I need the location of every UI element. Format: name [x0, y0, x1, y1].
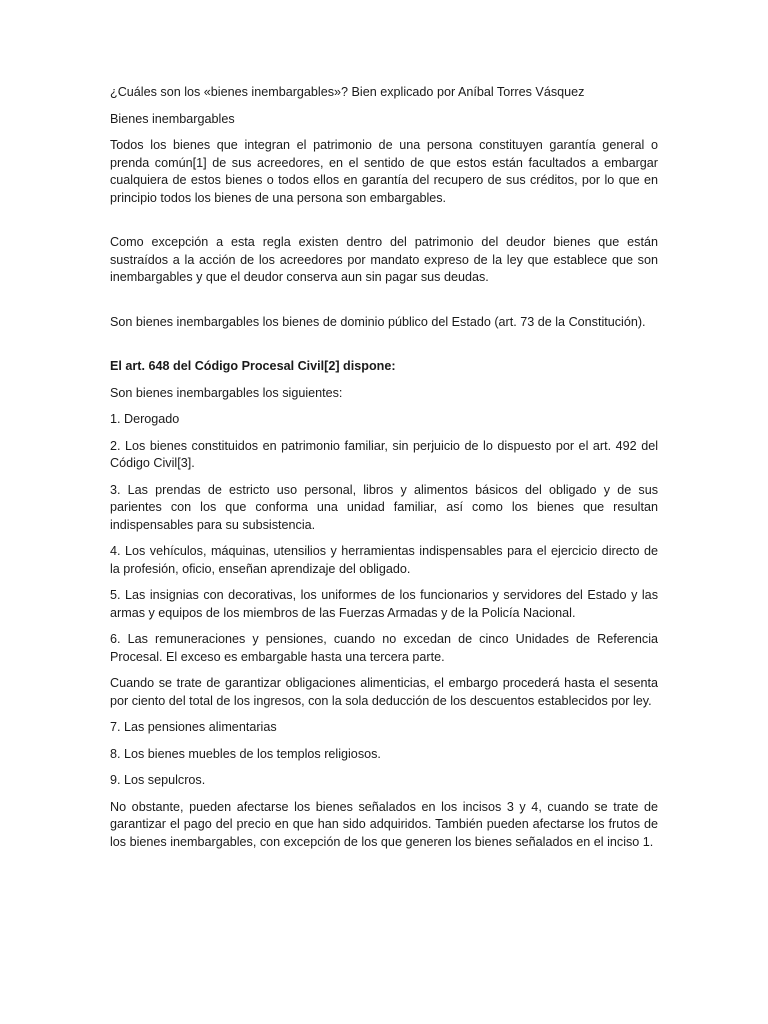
list-item: 7. Las pensiones alimentarias: [110, 720, 277, 734]
spacer: [110, 216, 658, 234]
list-item: 8. Los bienes muebles de los templos religiosos.: [110, 746, 381, 761]
spacer: [110, 340, 658, 358]
paragraph-intro: Todos los bienes que integran el patrimonio de una persona constituyen garantía general o prenda común[1] de sus acreedores, en el sentido de que estos están facultados a embargar cualquiera de estos bienes o todos ellos en garantía del recupero de sus créditos, por lo que en principio todos los bienes de una persona son embargables.: [110, 138, 658, 205]
list-item: 4. Los vehículos, máquinas, utensilios y herramientas indispensables para el ejercicio directo de la profesión, oficio, enseñan aprendizaje del obligado.: [110, 544, 658, 576]
document-title: ¿Cuáles son los «bienes inembargables»? Bien explicado por Aníbal Torres Vásquez: [110, 85, 585, 99]
list-item: 1. Derogado: [110, 412, 180, 426]
list-item: Cuando se trate de garantizar obligaciones alimenticias, el embargo procederá hasta el sesenta por ciento del total de los ingresos, con la sola deducción de los descuentos establecidos por ley.: [110, 676, 658, 708]
list-intro: Son bienes inembargables los siguientes:: [110, 385, 343, 400]
paragraph-closing: No obstante, pueden afectarse los bienes señalados en los incisos 3 y 4, cuando se trate de garantizar el pago del precio en que han sido adquiridos. También pueden afectarse los frutos de los bienes inembargables, con excepción de los que generen los bienes señalados en el inciso 1.: [110, 799, 658, 849]
list-item: 9. Los sepulcros.: [110, 773, 206, 787]
list-item: 2. Los bienes constituidos en patrimonio familiar, sin perjuicio de lo dispuesto por el art. 492 del Código Civil[3].: [110, 438, 658, 470]
paragraph-public-domain: Son bienes inembargables los bienes de dominio público del Estado (art. 73 de la Constitución).: [110, 314, 646, 329]
document-page: [110, 84, 658, 860]
list-item: 3. Las prendas de estricto uso personal, libros y alimentos básicos del obligado y de sus parientes con los que conforma una unidad familiar, así como los bienes que resultan indispensables para su subsistencia.: [110, 482, 658, 532]
list-item: 6. Las remuneraciones y pensiones, cuando no excedan de cinco Unidades de Referencia Procesal. El exceso es embargable hasta una tercera parte.: [110, 632, 658, 664]
paragraph-exception: Como excepción a esta regla existen dentro del patrimonio del deudor bienes que están sustraídos a la acción de los acreedores por mandato expreso de la ley que establece que son inembargables y que el deudor conserva aun sin pagar sus deudas.: [110, 235, 658, 284]
spacer: [110, 296, 658, 314]
list-item: 5. Las insignias con decorativas, los uniformes de los funcionarios y servidores del Estado y las armas y equipos de los miembros de las Fuerzas Armadas y de la Policía Nacional.: [110, 588, 658, 620]
section-heading: Bienes inembargables: [110, 111, 235, 126]
article-heading: El art. 648 del Código Procesal Civil[2] dispone:: [110, 359, 396, 373]
